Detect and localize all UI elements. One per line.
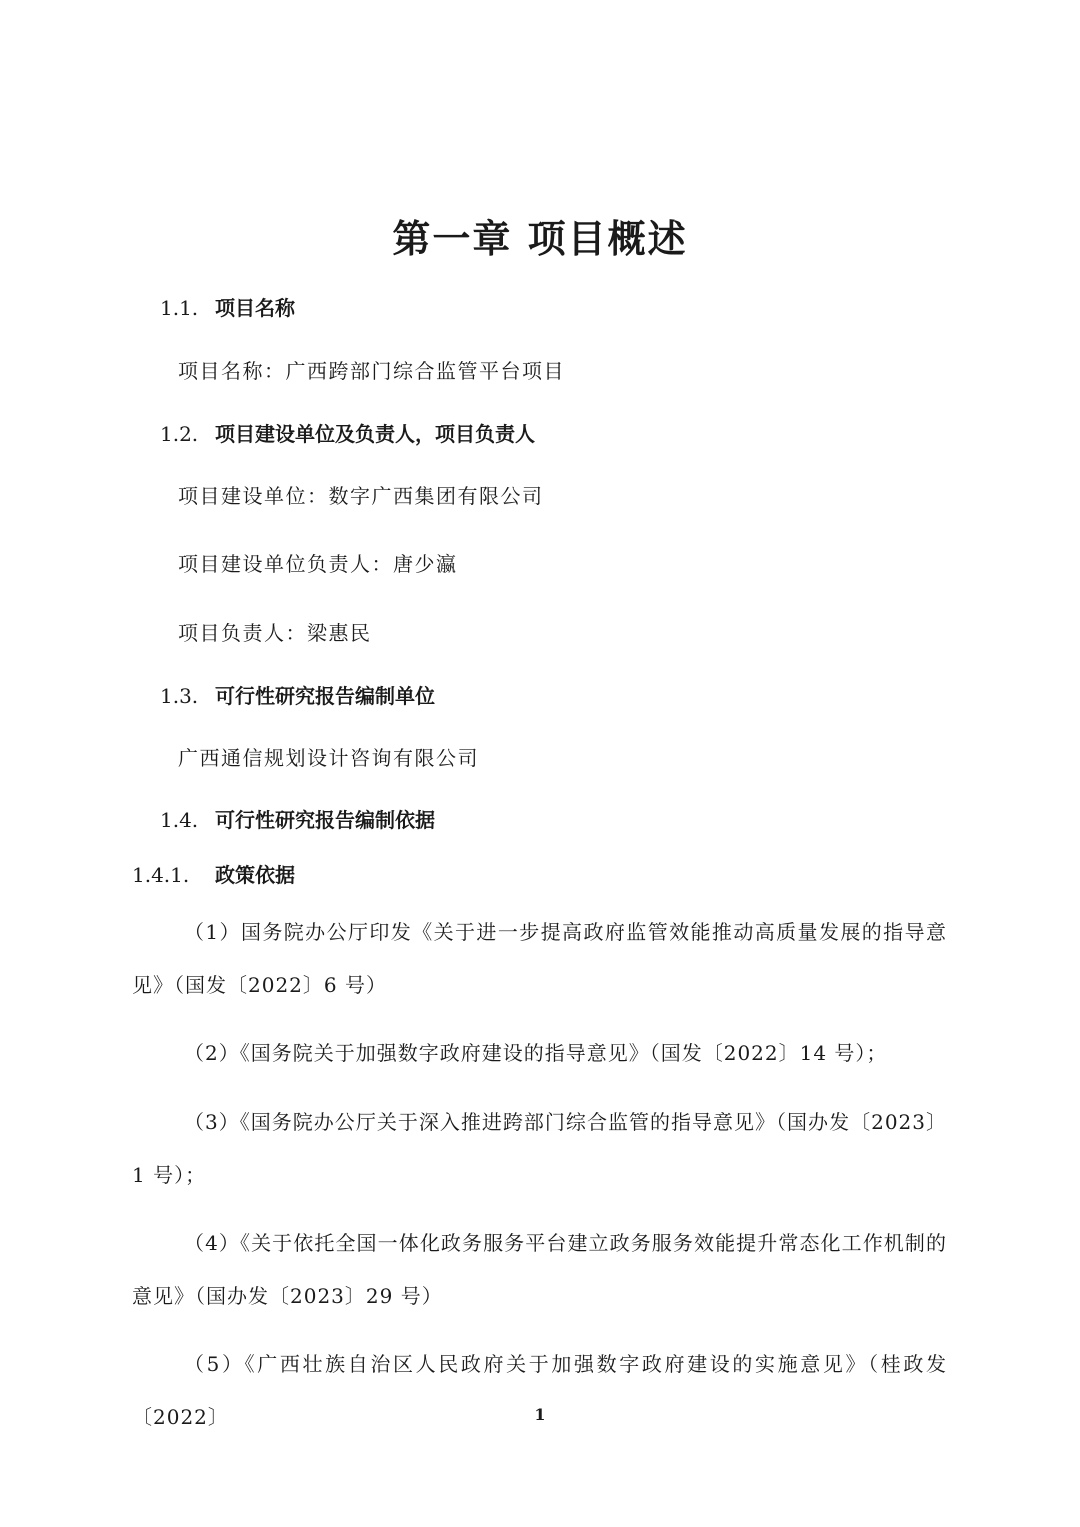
- section-title: 可行性研究报告编制依据: [214, 808, 435, 832]
- section-number: 1.1.: [160, 296, 199, 320]
- report-unit-line: 广西通信规划设计咨询有限公司: [178, 746, 479, 770]
- unit-leader-line: 项目建设单位负责人：唐少瀛: [178, 552, 458, 576]
- project-name-line: 项目名称：广西跨部门综合监管平台项目: [178, 359, 565, 383]
- project-leader-line: 项目负责人：梁惠民: [178, 621, 372, 645]
- section-heading-1-2: [160, 418, 535, 447]
- section-heading-1-1: [160, 292, 295, 321]
- chapter-title: 第一章 项目概述: [392, 216, 688, 261]
- section-number: 1.4.1.: [132, 863, 190, 887]
- section-heading-1-4-1: [132, 859, 295, 888]
- section-title: 项目名称: [214, 296, 295, 320]
- section-title: 可行性研究报告编制单位: [214, 684, 435, 708]
- section-heading-1-3: [160, 680, 435, 709]
- policy-item-5: （5）《广西壮族自治区人民政府关于加强数字政府建设的实施意见》（桂政发〔2022〕: [132, 1352, 947, 1429]
- section-number: 1.3.: [160, 684, 199, 708]
- construction-unit-line: 项目建设单位：数字广西集团有限公司: [178, 484, 544, 508]
- section-title: 项目建设单位及负责人，项目负责人: [214, 422, 535, 446]
- section-heading-1-4: [160, 804, 435, 833]
- policy-item-3: （3）《国务院办公厅关于深入推进跨部门综合监管的指导意见》（国办发〔2023〕1 号）；: [132, 1110, 947, 1187]
- policy-item-4: （4）《关于依托全国一体化政务服务平台建立政务服务效能提升常态化工作机制的意见》（国办发〔2023〕29 号）: [132, 1231, 947, 1308]
- page-number: 1: [534, 1405, 546, 1424]
- policy-item-2: （2）《国务院关于加强数字政府建设的指导意见》（国发〔2022〕14 号）；: [184, 1041, 888, 1065]
- section-title: 政策依据: [214, 863, 295, 887]
- section-number: 1.4.: [160, 808, 199, 832]
- section-number: 1.2.: [160, 422, 199, 446]
- policy-item-1: （1）国务院办公厅印发《关于进一步提高政府监管效能推动高质量发展的指导意见》（国发〔2022〕6 号）: [132, 920, 947, 997]
